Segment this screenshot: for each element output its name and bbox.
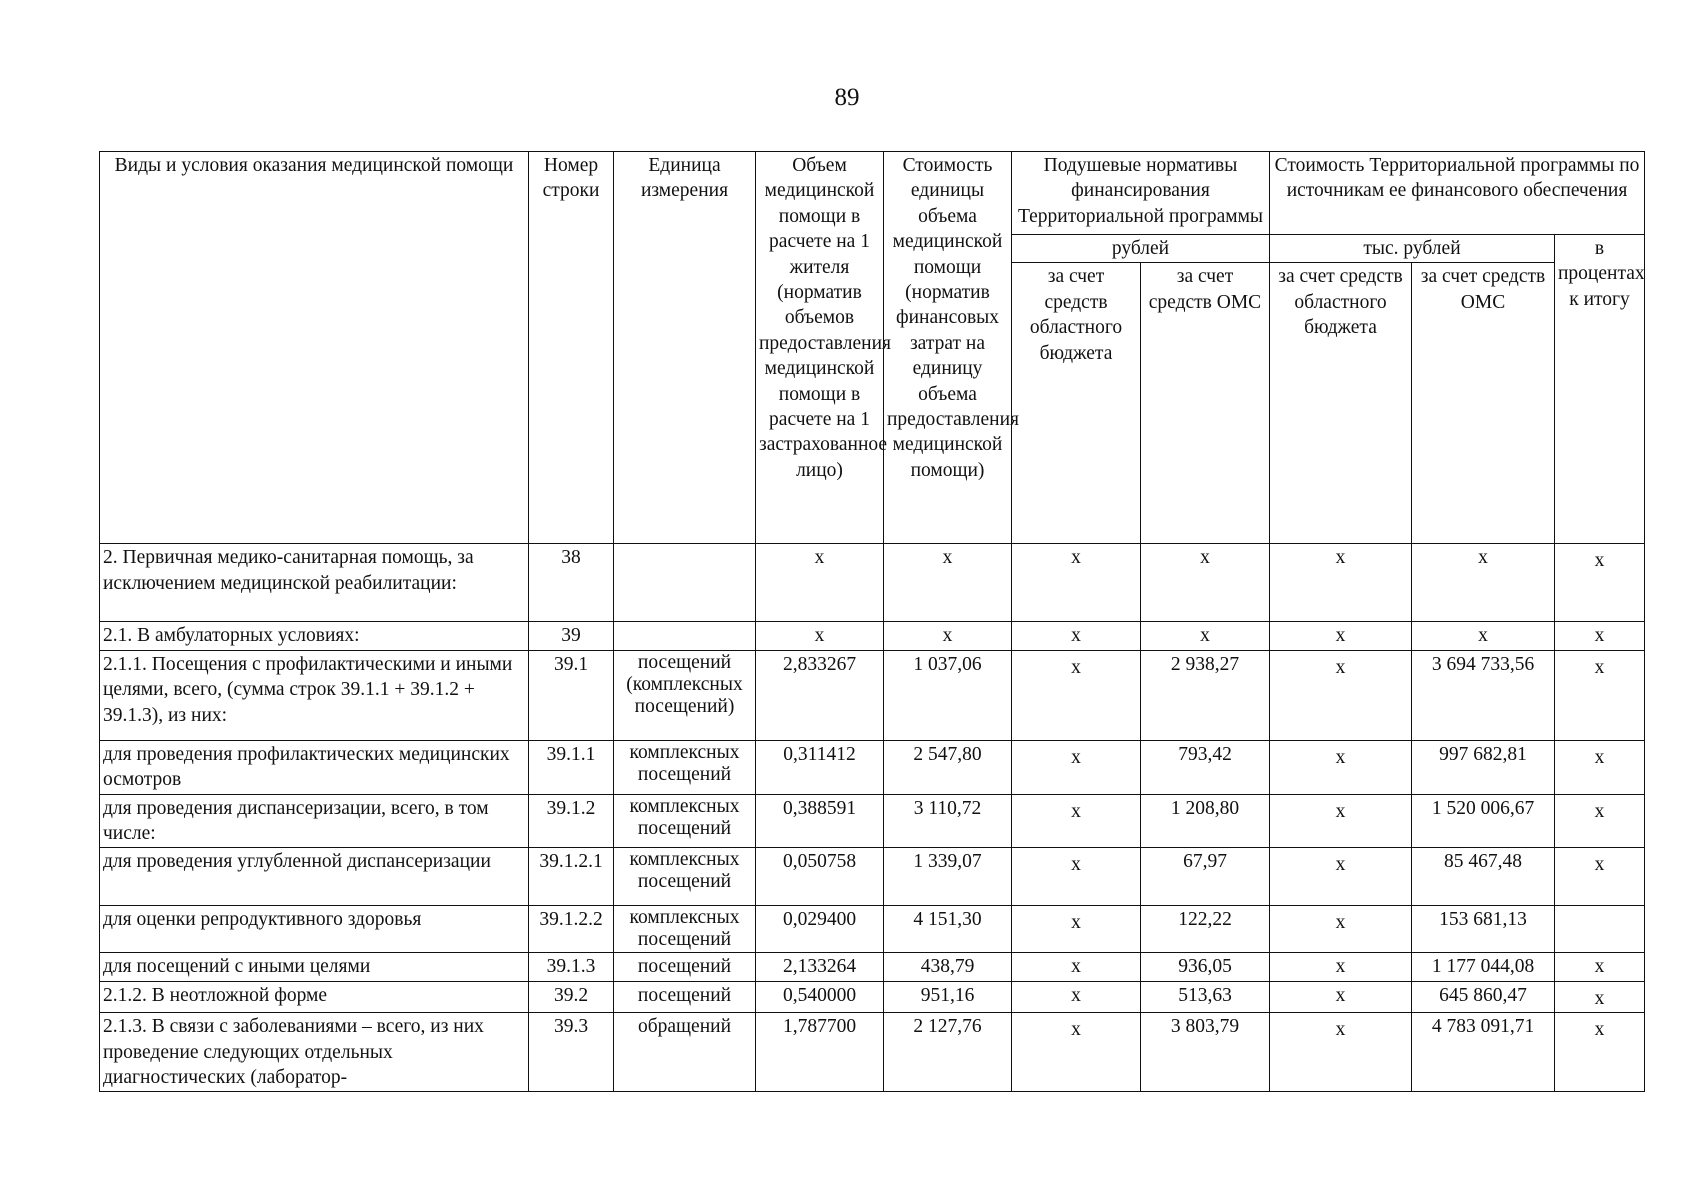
header-unit-cost: Стоимость единицы объема медицинской помощи (норматив финансовых затрат на единицу объема предоставления медицинской помощи) bbox=[884, 152, 1012, 544]
cell-per-capita-budget: x bbox=[1012, 848, 1141, 906]
cell-per-capita-budget: x bbox=[1012, 981, 1141, 1012]
cell-care-type: для посещений с иными целями bbox=[100, 953, 529, 981]
cell-cost-budget: x bbox=[1270, 953, 1412, 981]
cell-cost-oms: 1 177 044,08 bbox=[1412, 953, 1555, 981]
cell-cost-oms: 997 682,81 bbox=[1412, 740, 1555, 794]
cell-unit bbox=[614, 622, 756, 650]
cell-row-number: 39.1.3 bbox=[529, 953, 614, 981]
cell-care-type: для оценки репродуктивного здоровья bbox=[100, 906, 529, 953]
table-row bbox=[100, 953, 1645, 981]
cell-per-capita-budget: x bbox=[1012, 906, 1141, 953]
cell-volume: 0,388591 bbox=[756, 794, 884, 848]
cell-cost-oms: x bbox=[1412, 622, 1555, 650]
cell-care-type: 2.1.2. В неотложной форме bbox=[100, 981, 529, 1012]
cell-volume: 2,133264 bbox=[756, 953, 884, 981]
cell-unit: посещений bbox=[614, 981, 756, 1012]
cell-care-type: 2.1. В амбулаторных условиях: bbox=[100, 622, 529, 650]
cell-percent: x bbox=[1555, 1013, 1645, 1092]
cell-cost-oms: 4 783 091,71 bbox=[1412, 1013, 1555, 1092]
cell-unit-cost: 1 339,07 bbox=[884, 848, 1012, 906]
cell-per-capita-budget: x bbox=[1012, 650, 1141, 740]
cell-unit-cost: 438,79 bbox=[884, 953, 1012, 981]
cell-unit: комплексных посещений bbox=[614, 848, 756, 906]
header-row-number: Номер строки bbox=[529, 152, 614, 544]
cell-volume: 1,787700 bbox=[756, 1013, 884, 1092]
table-row bbox=[100, 981, 1645, 1012]
cell-per-capita-budget: x bbox=[1012, 622, 1141, 650]
cell-per-capita-oms: 793,42 bbox=[1141, 740, 1270, 794]
cell-cost-oms: 85 467,48 bbox=[1412, 848, 1555, 906]
cell-volume: 0,050758 bbox=[756, 848, 884, 906]
cell-percent bbox=[1555, 906, 1645, 953]
cell-cost-oms: 1 520 006,67 bbox=[1412, 794, 1555, 848]
cell-row-number: 39 bbox=[529, 622, 614, 650]
cell-care-type: для проведения углубленной диспансеризации bbox=[100, 848, 529, 906]
page-number: 89 bbox=[834, 84, 860, 111]
table-row bbox=[100, 794, 1645, 848]
cell-unit-cost: 3 110,72 bbox=[884, 794, 1012, 848]
cell-unit: посещений (комплексных посещений) bbox=[614, 650, 756, 740]
header-per-capita-regional-budget: за счет средств областного бюджета bbox=[1012, 263, 1141, 544]
cell-unit: комплексных посещений bbox=[614, 906, 756, 953]
cell-row-number: 39.1 bbox=[529, 650, 614, 740]
table-row bbox=[100, 650, 1645, 740]
territorial-program-table bbox=[99, 151, 1645, 1092]
cell-unit: посещений bbox=[614, 953, 756, 981]
cell-unit-cost: x bbox=[884, 544, 1012, 622]
cell-row-number: 39.1.2 bbox=[529, 794, 614, 848]
cell-cost-budget: x bbox=[1270, 650, 1412, 740]
header-type-of-care: Виды и условия оказания медицинской помощи bbox=[100, 152, 529, 544]
cell-percent: x bbox=[1555, 650, 1645, 740]
table-row bbox=[100, 544, 1645, 622]
table-row bbox=[100, 740, 1645, 794]
cell-cost-budget: x bbox=[1270, 848, 1412, 906]
cell-per-capita-oms: 3 803,79 bbox=[1141, 1013, 1270, 1092]
cell-percent: x bbox=[1555, 794, 1645, 848]
cell-unit-cost: 951,16 bbox=[884, 981, 1012, 1012]
cell-volume: x bbox=[756, 544, 884, 622]
cell-volume: x bbox=[756, 622, 884, 650]
cell-percent: x bbox=[1555, 622, 1645, 650]
cell-percent: x bbox=[1555, 544, 1645, 622]
cell-row-number: 39.1.2.1 bbox=[529, 848, 614, 906]
cell-per-capita-oms: 936,05 bbox=[1141, 953, 1270, 981]
cell-unit bbox=[614, 544, 756, 622]
cell-per-capita-budget: x bbox=[1012, 544, 1141, 622]
table-row bbox=[100, 848, 1645, 906]
cell-row-number: 39.2 bbox=[529, 981, 614, 1012]
cell-care-type: 2. Первичная медико-санитарная помощь, за исключением медицинской реабилитации: bbox=[100, 544, 529, 622]
cell-cost-oms: 3 694 733,56 bbox=[1412, 650, 1555, 740]
cell-row-number: 39.1.1 bbox=[529, 740, 614, 794]
cell-per-capita-oms: x bbox=[1141, 544, 1270, 622]
cell-per-capita-budget: x bbox=[1012, 953, 1141, 981]
cell-cost-budget: x bbox=[1270, 906, 1412, 953]
header-per-capita-oms: за счет средств ОМС bbox=[1141, 263, 1270, 544]
cell-unit-cost: x bbox=[884, 622, 1012, 650]
cell-unit: обращений bbox=[614, 1013, 756, 1092]
table-row bbox=[100, 622, 1645, 650]
cell-volume: 0,029400 bbox=[756, 906, 884, 953]
cell-row-number: 39.1.2.2 bbox=[529, 906, 614, 953]
cell-cost-oms: 153 681,13 bbox=[1412, 906, 1555, 953]
cell-care-type: для проведения диспансеризации, всего, в том числе: bbox=[100, 794, 529, 848]
cell-cost-budget: x bbox=[1270, 544, 1412, 622]
cell-care-type: 2.1.3. В связи с заболеваниями – всего, из них проведение следующих отдельных диагностических (лаборатор- bbox=[100, 1013, 529, 1092]
header-percent-of-total: в процентах к итогу bbox=[1555, 235, 1645, 544]
header-unit-rubles: рублей bbox=[1012, 235, 1270, 263]
cell-per-capita-budget: x bbox=[1012, 740, 1141, 794]
header-unit: Единица измерения bbox=[614, 152, 756, 544]
cell-cost-budget: x bbox=[1270, 981, 1412, 1012]
header-cost-regional-budget: за счет средств областного бюджета bbox=[1270, 263, 1412, 544]
cell-cost-oms: 645 860,47 bbox=[1412, 981, 1555, 1012]
header-cost-oms: за счет средств ОМС bbox=[1412, 263, 1555, 544]
header-per-capita-group: Подушевые нормативы финансирования Территориальной программы bbox=[1012, 152, 1270, 235]
cell-unit-cost: 4 151,30 bbox=[884, 906, 1012, 953]
cell-unit-cost: 2 127,76 bbox=[884, 1013, 1012, 1092]
cell-care-type: 2.1.1. Посещения с профилактическими и иными целями, всего, (сумма строк 39.1.1 + 39.1.2 + 39.1.3), из них: bbox=[100, 650, 529, 740]
table-row bbox=[100, 1013, 1645, 1092]
cell-percent: x bbox=[1555, 740, 1645, 794]
header-program-cost-group: Стоимость Территориальной программы по источникам ее финансового обеспечения bbox=[1270, 152, 1645, 235]
cell-volume: 0,540000 bbox=[756, 981, 884, 1012]
cell-per-capita-budget: x bbox=[1012, 1013, 1141, 1092]
cell-cost-budget: x bbox=[1270, 622, 1412, 650]
cell-cost-oms: x bbox=[1412, 544, 1555, 622]
cell-row-number: 38 bbox=[529, 544, 614, 622]
cell-percent: x bbox=[1555, 981, 1645, 1012]
cell-volume: 2,833267 bbox=[756, 650, 884, 740]
header-unit-thousand-rubles: тыс. рублей bbox=[1270, 235, 1555, 263]
cell-per-capita-oms: 67,97 bbox=[1141, 848, 1270, 906]
cell-unit-cost: 2 547,80 bbox=[884, 740, 1012, 794]
cell-per-capita-oms: 122,22 bbox=[1141, 906, 1270, 953]
cell-volume: 0,311412 bbox=[756, 740, 884, 794]
cell-unit: комплексных посещений bbox=[614, 740, 756, 794]
cell-row-number: 39.3 bbox=[529, 1013, 614, 1092]
cell-cost-budget: x bbox=[1270, 1013, 1412, 1092]
cell-per-capita-oms: 2 938,27 bbox=[1141, 650, 1270, 740]
cell-percent: x bbox=[1555, 953, 1645, 981]
cell-cost-budget: x bbox=[1270, 794, 1412, 848]
table-row bbox=[100, 906, 1645, 953]
cell-per-capita-budget: x bbox=[1012, 794, 1141, 848]
cell-per-capita-oms: x bbox=[1141, 622, 1270, 650]
cell-unit-cost: 1 037,06 bbox=[884, 650, 1012, 740]
cell-per-capita-oms: 513,63 bbox=[1141, 981, 1270, 1012]
cell-per-capita-oms: 1 208,80 bbox=[1141, 794, 1270, 848]
cell-unit: комплексных посещений bbox=[614, 794, 756, 848]
header-volume: Объем медицинской помощи в расчете на 1 жителя (норматив объемов предоставления медицинской помощи в расчете на 1 застрахованное лицо) bbox=[756, 152, 884, 544]
cell-care-type: для проведения профилактических медицинских осмотров bbox=[100, 740, 529, 794]
cell-percent: x bbox=[1555, 848, 1645, 906]
cell-cost-budget: x bbox=[1270, 740, 1412, 794]
